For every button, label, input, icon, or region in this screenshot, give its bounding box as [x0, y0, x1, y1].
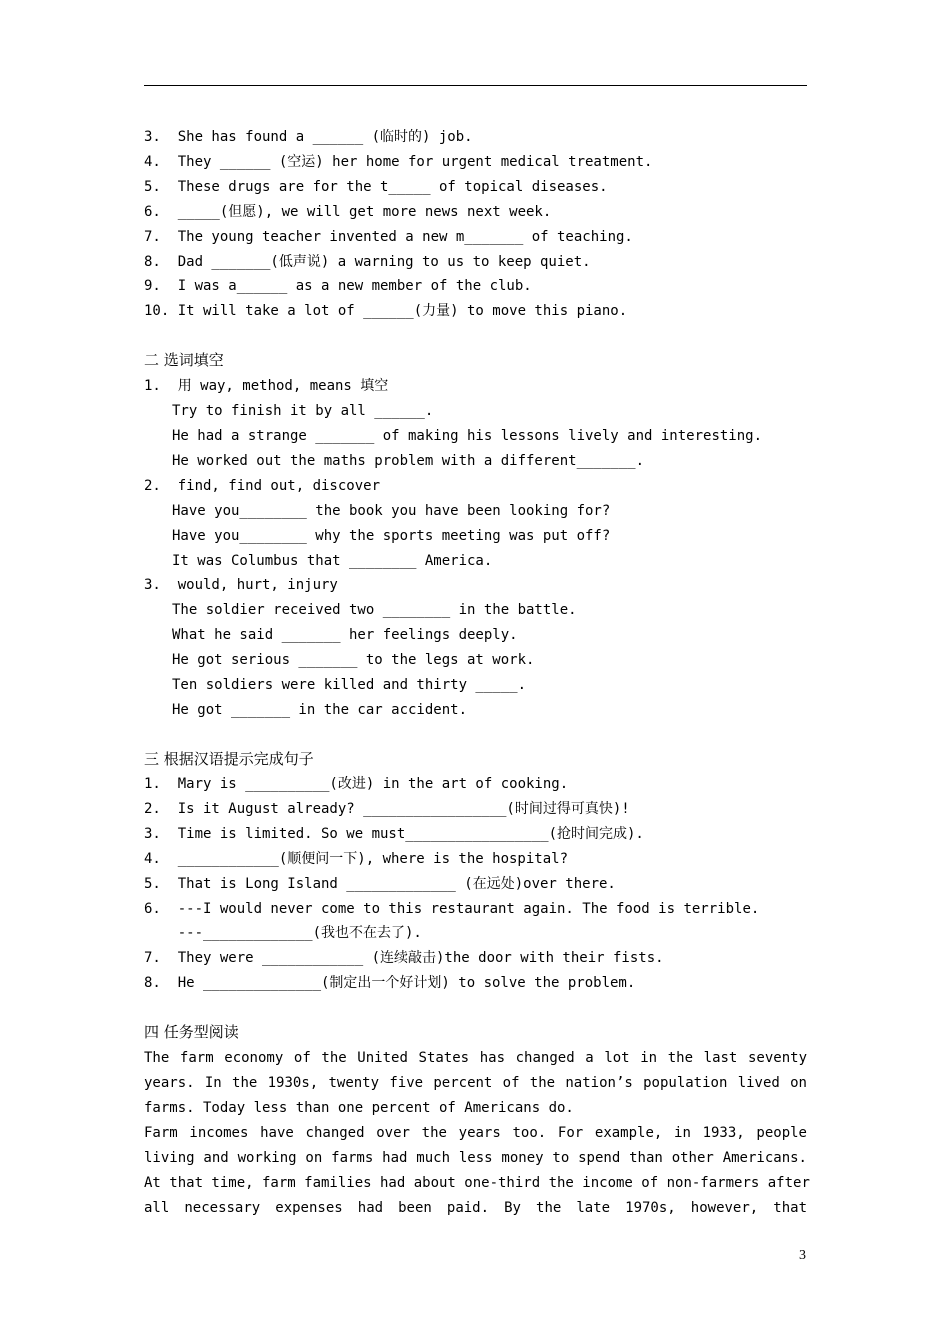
page-number: 3	[799, 1248, 806, 1263]
exercise-item: He got _______ in the car accident.	[172, 702, 468, 718]
exercise-item: 6. _____(但愿), we will get more news next week.	[144, 204, 552, 220]
exercise-item: 6. ---I would never come to this restaurant again. The food is terrible.	[144, 901, 760, 917]
paragraph-line: At that time, farm families had about one-third the income of non-farmers after	[144, 1175, 810, 1191]
exercise-item: 9. I was a______ as a new member of the club.	[144, 278, 532, 294]
reading-paragraph-2	[144, 1121, 810, 1221]
paragraph-line: years. In the 1930s, twenty five percent of the nation’s population lived on	[144, 1075, 807, 1091]
exercise-item: 10. It will take a lot of ______(力量) to move this piano.	[144, 303, 628, 319]
paragraph-line: all necessary expenses had been paid. By the late 1970s, however, that	[144, 1200, 807, 1216]
exercise-item: 3. Time is limited. So we must_________________(抢时间完成).	[144, 826, 644, 842]
exercise-item: 8. He ______________(制定出一个好计划) to solve the problem.	[144, 975, 636, 991]
exercise-item: Have you________ why the sports meeting was put off?	[172, 528, 611, 544]
exercise-item: 5. These drugs are for the t_____ of topical diseases.	[144, 179, 608, 195]
section-heading: 三 根据汉语提示完成句子	[144, 750, 314, 768]
exercise-item: He worked out the maths problem with a different_______.	[172, 453, 645, 469]
group-label: 3. would, hurt, injury	[144, 577, 338, 593]
exercise-item: 4. ____________(顺便问一下), where is the hospital?	[144, 851, 569, 867]
exercise-item: The soldier received two ________ in the battle.	[172, 602, 577, 618]
header-rule	[144, 85, 807, 86]
exercise-item: 4. They ______ (空运) her home for urgent medical treatment.	[144, 154, 653, 170]
exercise-item: 1. Mary is __________(改进) in the art of cooking.	[144, 776, 569, 792]
exercise-item: He had a strange _______ of making his lessons lively and interesting.	[172, 428, 763, 444]
paragraph-line: Farm incomes have changed over the years too. For example, in 1933, people	[144, 1125, 807, 1141]
exercise-item: 3. She has found a ______ (临时的) job.	[144, 129, 473, 145]
exercise-item: What he said _______ her feelings deeply.	[172, 627, 518, 643]
reading-paragraph-1	[144, 1046, 807, 1121]
group-label: 2. find, find out, discover	[144, 478, 381, 494]
section-heading: 四 任务型阅读	[144, 1023, 239, 1041]
exercise-item: 7. They were ____________ (连续敲击)the door with their fists.	[144, 950, 664, 966]
exercise-item: 2. Is it August already? _________________(时间过得可真快)!	[144, 801, 630, 817]
exercise-item: Have you________ the book you have been looking for?	[172, 503, 611, 519]
exercise-item: 7. The young teacher invented a new m_______ of teaching.	[144, 229, 633, 245]
exercise-item: 8. Dad _______(低声说) a warning to us to keep quiet.	[144, 254, 591, 270]
section-heading: 二 选词填空	[144, 351, 224, 369]
exercise-item: ---_____________(我也不在去了).	[144, 925, 422, 941]
exercise-item: 5. That is Long Island _____________ (在远处)over there.	[144, 876, 616, 892]
group-label: 1. 用 way, method, means 填空	[144, 378, 389, 394]
paragraph-line: The farm economy of the United States has changed a lot in the last seventy	[144, 1050, 807, 1066]
exercise-item: It was Columbus that ________ America.	[172, 553, 493, 569]
paragraph-line: farms. Today less than one percent of Americans do.	[144, 1100, 574, 1116]
exercise-item: Ten soldiers were killed and thirty _____.	[172, 677, 527, 693]
exercise-item: Try to finish it by all ______.	[172, 403, 434, 419]
paragraph-line: living and working on farms had much less money to spend than other Americans.	[144, 1150, 807, 1166]
exercise-item: He got serious _______ to the legs at work.	[172, 652, 535, 668]
